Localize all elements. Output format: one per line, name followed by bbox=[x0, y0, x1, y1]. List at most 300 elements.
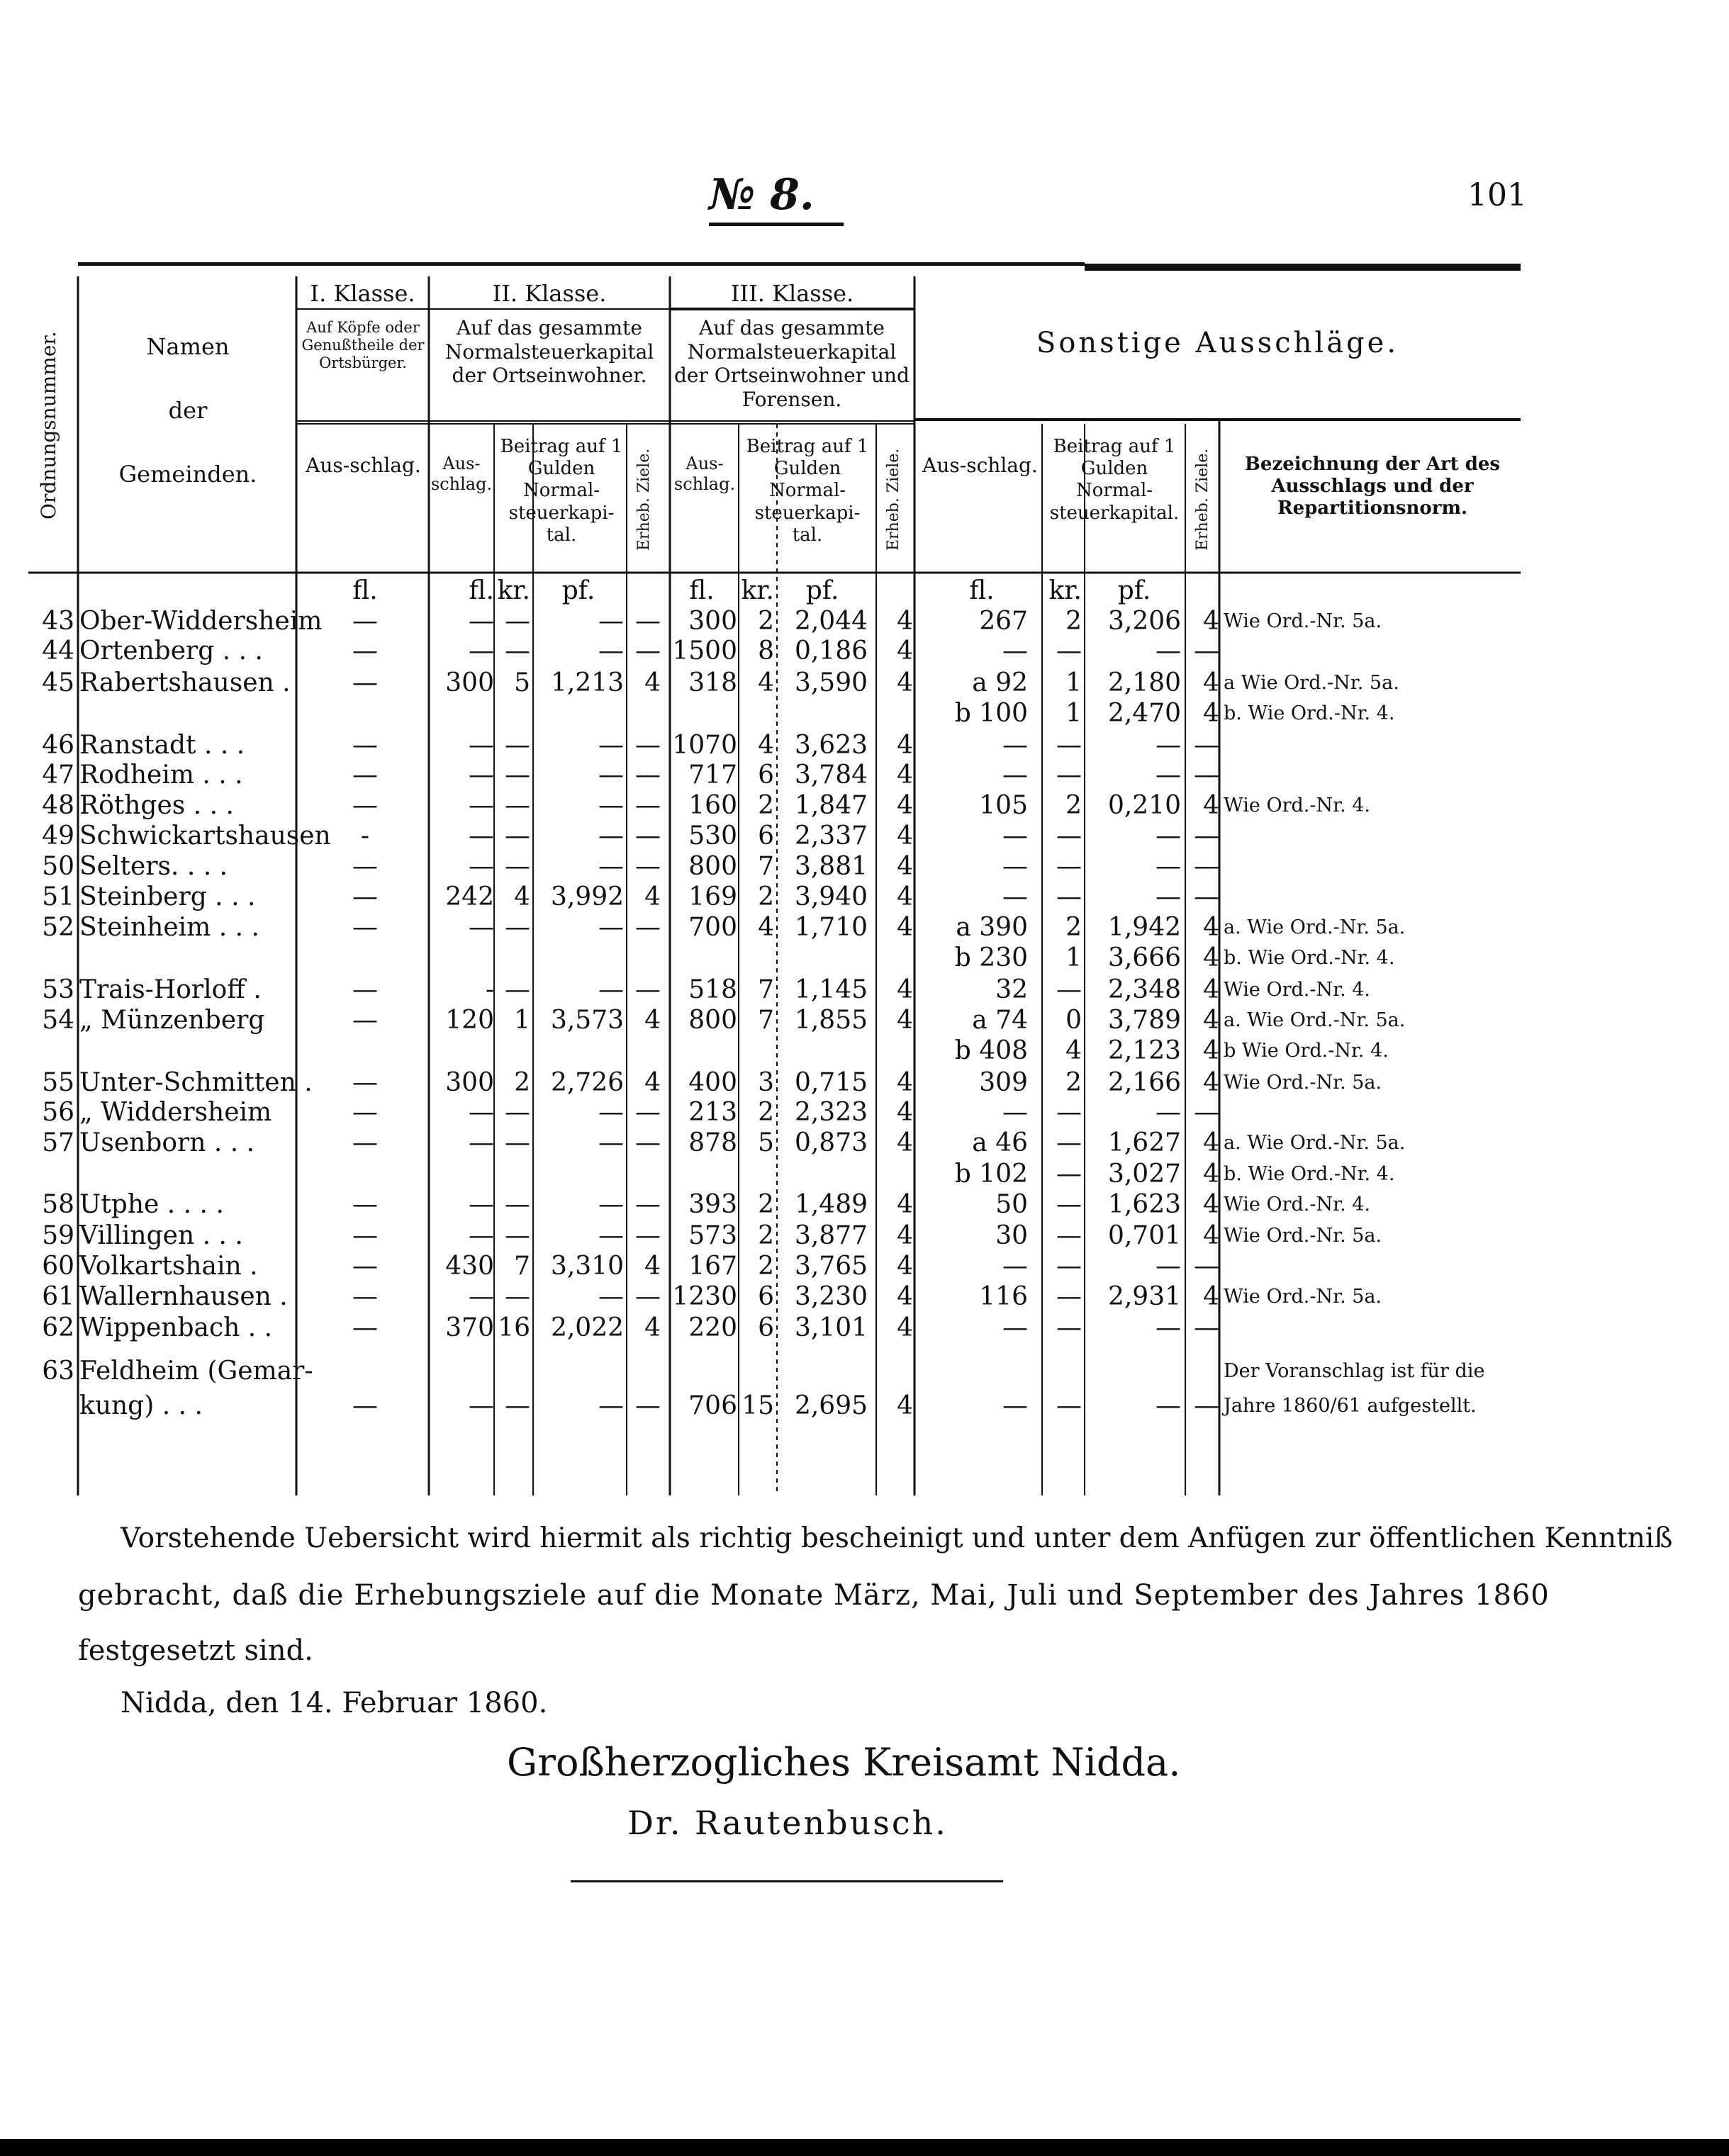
cell-c3-pf: 1,145 bbox=[794, 975, 868, 1004]
cell-c2-fl: — bbox=[469, 791, 494, 820]
cell-c2-z: — bbox=[635, 1221, 661, 1250]
table-row bbox=[0, 636, 1729, 667]
cell-name: Wippenbach . . bbox=[79, 1313, 273, 1342]
cell-c3-fl: 530 bbox=[688, 821, 737, 850]
cell-c2-pf: — bbox=[598, 760, 624, 790]
cell-c2-kr: — bbox=[505, 1098, 530, 1127]
cell-c4-kr: — bbox=[1056, 821, 1082, 850]
cell-c3-kr: 4 bbox=[758, 668, 774, 697]
cell-c4-z: 4 bbox=[1203, 791, 1219, 820]
cell-c3-fl: 1070 bbox=[672, 731, 737, 760]
cell-c4-kr: — bbox=[1056, 1098, 1082, 1127]
cell-c3-z: 4 bbox=[897, 1313, 913, 1342]
cell-c3-pf: 1,489 bbox=[794, 1190, 868, 1219]
cell-c3-kr: 2 bbox=[758, 791, 774, 820]
cell-k1: — bbox=[352, 1190, 378, 1219]
cell-num: 63 bbox=[42, 1357, 74, 1386]
table-row bbox=[0, 790, 1729, 821]
cell-num: 56 bbox=[42, 1098, 74, 1127]
cell-c4-z: — bbox=[1194, 731, 1219, 760]
cell-c2-pf: — bbox=[598, 731, 624, 760]
cell-c2-fl: — bbox=[469, 913, 494, 942]
cell-c4-pf: 3,666 bbox=[1107, 943, 1181, 972]
cell-c3-fl: 169 bbox=[688, 882, 737, 911]
cell-num: 47 bbox=[42, 760, 74, 790]
cell-c2-fl: — bbox=[469, 852, 494, 881]
cell-c4-z: — bbox=[1194, 1252, 1219, 1281]
cell-c3-fl: 700 bbox=[688, 913, 737, 942]
scan-edge bbox=[0, 2139, 1729, 2156]
cell-note: Wie Ord.-Nr. 5a. bbox=[1224, 1072, 1382, 1094]
cell-c4-z: 4 bbox=[1203, 913, 1219, 942]
cell-c4-kr: — bbox=[1056, 1160, 1082, 1189]
sonstige-sub-beitrag: Beitrag auf 1 Gulden Normal-steuerkapital. bbox=[1049, 436, 1180, 524]
cell-c3-fl: 213 bbox=[688, 1098, 737, 1127]
cell-c4-fl: b 408 bbox=[954, 1036, 1028, 1065]
cell-c3-fl: 167 bbox=[688, 1252, 737, 1281]
cell-c2-z: 4 bbox=[644, 668, 661, 697]
cell-c2-z: — bbox=[635, 975, 661, 1004]
cell-c3-pf: 1,710 bbox=[794, 913, 868, 942]
cell-c3-kr: 2 bbox=[758, 607, 774, 636]
class1-desc: Auf Köpfe oder Genußtheile der Ortsbürger. bbox=[301, 319, 425, 372]
unit-3-fl: fl. bbox=[689, 576, 715, 605]
cell-c2-z: — bbox=[635, 1128, 661, 1157]
cell-c2-z: — bbox=[635, 607, 661, 636]
cell-note: Wie Ord.-Nr. 4. bbox=[1224, 979, 1370, 1001]
cell-c4-z: 4 bbox=[1203, 943, 1219, 972]
cell-c4-kr: 2 bbox=[1065, 791, 1082, 820]
cell-c2-fl: — bbox=[469, 821, 494, 850]
class2-title: II. Klasse. bbox=[492, 280, 607, 307]
cell-c2-kr: — bbox=[505, 821, 530, 850]
cell-c2-fl: 242 bbox=[445, 882, 494, 911]
cell-c4-pf: — bbox=[1156, 1391, 1181, 1420]
cell-c3-kr: 7 bbox=[758, 1006, 774, 1035]
cell-note: a Wie Ord.-Nr. 5a. bbox=[1224, 672, 1399, 694]
cell-name: Wallernhausen . bbox=[79, 1282, 288, 1311]
cell-c4-fl: 309 bbox=[979, 1068, 1028, 1097]
class2-desc: Auf das gesammte Normalsteuerkapital der Ortseinwohner. bbox=[444, 316, 654, 388]
cell-name: kung) . . . bbox=[79, 1391, 203, 1420]
cell-c3-pf: 3,590 bbox=[794, 668, 868, 697]
cell-name: Ortenberg . . . bbox=[79, 636, 263, 666]
cell-num: 59 bbox=[42, 1221, 74, 1250]
cell-c3-kr: 8 bbox=[758, 636, 774, 666]
cell-k1: — bbox=[352, 791, 378, 820]
cell-c4-fl: — bbox=[1002, 1391, 1028, 1420]
cell-c3-z: 4 bbox=[897, 731, 913, 760]
table-row bbox=[0, 606, 1729, 637]
cell-c3-z: 4 bbox=[897, 882, 913, 911]
cell-c3-pf: 3,101 bbox=[794, 1313, 868, 1342]
unit-2-fl: fl. bbox=[469, 576, 494, 605]
cell-note: b. Wie Ord.-Nr. 4. bbox=[1224, 702, 1395, 724]
unit-3-kr: kr. bbox=[741, 576, 774, 605]
cell-name: Schwickartshausen bbox=[79, 821, 331, 850]
cell-c3-z: 4 bbox=[897, 852, 913, 881]
class2-sub-ausschlag: Aus-schlag. bbox=[430, 454, 493, 494]
table-row bbox=[0, 851, 1729, 882]
cell-c4-z: 4 bbox=[1203, 1160, 1219, 1189]
cell-c3-kr: 3 bbox=[758, 1068, 774, 1097]
cell-name: Steinberg . . . bbox=[79, 882, 256, 911]
cell-c2-kr: 7 bbox=[514, 1252, 530, 1281]
cell-c3-pf: 2,323 bbox=[794, 1098, 868, 1127]
cell-c4-kr: 1 bbox=[1065, 943, 1082, 972]
cell-c3-pf: 3,765 bbox=[794, 1252, 868, 1281]
cell-name: Röthges . . . bbox=[79, 791, 234, 820]
units-row bbox=[0, 576, 1729, 607]
cell-c2-pf: — bbox=[598, 1282, 624, 1311]
cell-c4-z: — bbox=[1194, 1313, 1219, 1342]
footer-line-1: Vorstehende Uebersicht wird hiermit als richtig bescheinigt und unter dem Anfügen zur öffentlichen Kenntniß bbox=[121, 1522, 1673, 1554]
footer-date: Nidda, den 14. Februar 1860. bbox=[121, 1687, 548, 1719]
cell-k1: — bbox=[352, 760, 378, 790]
cell-c2-pf: — bbox=[598, 821, 624, 850]
col-header-ordnungsnummer: Ordnungsnummer. bbox=[37, 331, 60, 520]
class1-title: I. Klasse. bbox=[310, 280, 415, 307]
cell-num: 57 bbox=[42, 1128, 74, 1157]
class3-sub-ziele: Erheb. Ziele. bbox=[885, 448, 902, 551]
cell-c3-fl: 1500 bbox=[672, 636, 737, 666]
cell-c4-fl: b 100 bbox=[954, 699, 1028, 728]
cell-c3-z: 4 bbox=[897, 913, 913, 942]
cell-c2-kr: — bbox=[505, 1128, 530, 1157]
cell-name: Unter-Schmitten . bbox=[79, 1068, 313, 1097]
cell-c3-pf: 1,847 bbox=[794, 791, 868, 820]
cell-c4-z: 4 bbox=[1203, 1221, 1219, 1250]
cell-c2-z: 4 bbox=[644, 1006, 661, 1035]
cell-c3-z: 4 bbox=[897, 636, 913, 666]
cell-c3-kr: 2 bbox=[758, 1221, 774, 1250]
cell-c2-fl: — bbox=[469, 1221, 494, 1250]
cell-c4-z: — bbox=[1194, 636, 1219, 666]
cell-c2-kr: — bbox=[505, 1391, 530, 1420]
cell-k1: — bbox=[352, 1128, 378, 1157]
cell-num: 58 bbox=[42, 1190, 74, 1219]
cell-c3-z: 4 bbox=[897, 607, 913, 636]
cell-c2-z: — bbox=[635, 1190, 661, 1219]
table-row bbox=[0, 668, 1729, 699]
cell-c4-pf: — bbox=[1156, 760, 1181, 790]
cell-c4-fl: — bbox=[1002, 1098, 1028, 1127]
cell-num: 46 bbox=[42, 731, 74, 760]
cell-note: Wie Ord.-Nr. 4. bbox=[1224, 1194, 1370, 1215]
cell-c2-kr: — bbox=[505, 913, 530, 942]
cell-c4-fl: — bbox=[1002, 1313, 1028, 1342]
cell-c2-kr: — bbox=[505, 1282, 530, 1311]
cell-num: 49 bbox=[42, 821, 74, 850]
cell-c4-fl: a 92 bbox=[972, 668, 1028, 697]
cell-c4-pf: 2,931 bbox=[1107, 1282, 1181, 1311]
cell-c3-fl: 393 bbox=[688, 1190, 737, 1219]
cell-c2-kr: — bbox=[505, 1221, 530, 1250]
footer-rule bbox=[571, 1880, 1003, 1882]
cell-num: 44 bbox=[42, 636, 74, 666]
cell-c2-fl: — bbox=[469, 1391, 494, 1420]
cell-c4-fl: 105 bbox=[979, 791, 1028, 820]
table-row bbox=[0, 1005, 1729, 1036]
cell-c3-z: 4 bbox=[897, 1006, 913, 1035]
cell-c4-kr: 4 bbox=[1065, 1036, 1082, 1065]
cell-c4-fl: a 390 bbox=[956, 913, 1028, 942]
cell-k1: — bbox=[352, 1098, 378, 1127]
unit-4-fl: fl. bbox=[969, 576, 995, 605]
cell-c2-kr: — bbox=[505, 1190, 530, 1219]
cell-note: a. Wie Ord.-Nr. 5a. bbox=[1224, 1132, 1406, 1154]
cell-num: 51 bbox=[42, 882, 74, 911]
cell-c3-kr: 7 bbox=[758, 852, 774, 881]
cell-c4-pf: — bbox=[1156, 852, 1181, 881]
cell-num: 55 bbox=[42, 1068, 74, 1097]
table-row bbox=[0, 1281, 1729, 1313]
class2-sub-beitrag: Beitrag auf 1 Gulden Normal-steuerkapi-tal. bbox=[500, 436, 623, 546]
cell-c4-pf: — bbox=[1156, 821, 1181, 850]
cell-c2-fl: — bbox=[469, 1128, 494, 1157]
cell-note: a. Wie Ord.-Nr. 5a. bbox=[1224, 916, 1406, 938]
cell-c3-kr: 6 bbox=[758, 821, 774, 850]
unit-2-pf: pf. bbox=[561, 576, 595, 605]
cell-c4-pf: 2,470 bbox=[1107, 699, 1181, 728]
cell-c2-pf: — bbox=[598, 913, 624, 942]
cell-c2-pf: — bbox=[598, 636, 624, 666]
cell-c3-kr: 7 bbox=[758, 975, 774, 1004]
cell-c4-z: — bbox=[1194, 882, 1219, 911]
cell-c2-z: — bbox=[635, 760, 661, 790]
cell-c4-fl: b 230 bbox=[954, 943, 1028, 972]
sonstige-sub-ziele: Erheb. Ziele. bbox=[1194, 448, 1212, 551]
cell-c3-fl: 1230 bbox=[672, 1282, 737, 1311]
cell-c3-z: 4 bbox=[897, 1252, 913, 1281]
cell-c3-kr: 2 bbox=[758, 882, 774, 911]
cell-c3-z: 4 bbox=[897, 760, 913, 790]
cell-c4-z: 4 bbox=[1203, 1068, 1219, 1097]
class2-sub-ziele: Erheb. Ziele. bbox=[635, 448, 653, 551]
cell-c2-pf: — bbox=[598, 975, 624, 1004]
unit-2-kr: kr. bbox=[497, 576, 530, 605]
class3-title: III. Klasse. bbox=[730, 280, 854, 307]
cell-c4-z: 4 bbox=[1203, 1190, 1219, 1219]
cell-num: 43 bbox=[42, 607, 74, 636]
cell-c4-pf: — bbox=[1156, 1252, 1181, 1281]
cell-c2-z: 4 bbox=[644, 882, 661, 911]
table-row bbox=[0, 1097, 1729, 1128]
cell-c3-pf: 2,695 bbox=[794, 1391, 868, 1420]
cell-c4-pf: 2,166 bbox=[1107, 1068, 1181, 1097]
class3-sub-ausschlag: Aus-schlag. bbox=[673, 454, 736, 494]
cell-c4-kr: — bbox=[1056, 731, 1082, 760]
cell-c3-fl: 706 bbox=[688, 1391, 737, 1420]
table-row bbox=[0, 1220, 1729, 1252]
cell-note: Der Voranschlag ist für die bbox=[1224, 1360, 1485, 1382]
cell-k1: — bbox=[352, 1252, 378, 1281]
cell-c3-fl: 160 bbox=[688, 791, 737, 820]
cell-c2-kr: — bbox=[505, 636, 530, 666]
cell-k1: — bbox=[352, 1221, 378, 1250]
cell-note: Wie Ord.-Nr. 5a. bbox=[1224, 1225, 1382, 1247]
cell-name: Selters. . . . bbox=[79, 852, 228, 881]
cell-c3-kr: 2 bbox=[758, 1098, 774, 1127]
cell-name: Ober-Widdersheim bbox=[79, 607, 323, 636]
table-row bbox=[0, 1356, 1729, 1387]
cell-name: „ Widdersheim bbox=[79, 1098, 272, 1127]
cell-c4-pf: 2,123 bbox=[1107, 1036, 1181, 1065]
table-row bbox=[0, 912, 1729, 943]
cell-num: 52 bbox=[42, 913, 74, 942]
cell-c4-pf: 1,623 bbox=[1107, 1190, 1181, 1219]
cell-c4-z: 4 bbox=[1203, 668, 1219, 697]
cell-note: b Wie Ord.-Nr. 4. bbox=[1224, 1040, 1389, 1062]
cell-k1: — bbox=[352, 731, 378, 760]
table-row bbox=[0, 1128, 1729, 1159]
cell-name: Rodheim . . . bbox=[79, 760, 243, 790]
cell-note: b. Wie Ord.-Nr. 4. bbox=[1224, 947, 1395, 969]
cell-c2-fl: — bbox=[469, 636, 494, 666]
cell-c4-fl: 32 bbox=[995, 975, 1028, 1004]
cell-k1: — bbox=[352, 1391, 378, 1420]
cell-c2-z: — bbox=[635, 731, 661, 760]
cell-name: Steinheim . . . bbox=[79, 913, 259, 942]
cell-c3-fl: 518 bbox=[688, 975, 737, 1004]
cell-c2-pf: 3,573 bbox=[550, 1006, 624, 1035]
cell-c4-pf: — bbox=[1156, 731, 1181, 760]
class3-sub-beitrag: Beitrag auf 1 Gulden Normal-steuerkapi-tal. bbox=[746, 436, 869, 546]
cell-c3-z: 4 bbox=[897, 821, 913, 850]
col-header-namen-2: der bbox=[168, 397, 208, 424]
cell-c2-kr: — bbox=[505, 731, 530, 760]
cell-c3-z: 4 bbox=[897, 1282, 913, 1311]
cell-c2-z: — bbox=[635, 1391, 661, 1420]
cell-c4-z: 4 bbox=[1203, 699, 1219, 728]
cell-c4-kr: — bbox=[1056, 975, 1082, 1004]
cell-c4-kr: 0 bbox=[1065, 1006, 1082, 1035]
document-number: № 8. bbox=[709, 170, 815, 220]
cell-c4-fl: 116 bbox=[979, 1282, 1028, 1311]
cell-c2-z: — bbox=[635, 913, 661, 942]
cell-c4-z: 4 bbox=[1203, 1036, 1219, 1065]
footer-line-2: gebracht, daß die Erhebungsziele auf die Monate März, Mai, Juli und September des Jahres 1860 bbox=[78, 1579, 1550, 1612]
cell-c3-fl: 400 bbox=[688, 1068, 737, 1097]
cell-name: Rabertshausen . bbox=[79, 668, 291, 697]
table-row bbox=[0, 760, 1729, 791]
table-row bbox=[0, 1189, 1729, 1220]
cell-c2-pf: 3,992 bbox=[550, 882, 624, 911]
cell-c2-fl: - bbox=[485, 975, 494, 1004]
cell-c3-kr: 2 bbox=[758, 1190, 774, 1219]
cell-c2-pf: — bbox=[598, 1221, 624, 1250]
cell-c4-pf: 0,210 bbox=[1107, 791, 1181, 820]
cell-c4-pf: 2,348 bbox=[1107, 975, 1181, 1004]
cell-c3-pf: 3,230 bbox=[794, 1282, 868, 1311]
cell-c4-kr: — bbox=[1056, 1190, 1082, 1219]
cell-c3-z: 4 bbox=[897, 975, 913, 1004]
cell-c2-kr: — bbox=[505, 760, 530, 790]
cell-c4-kr: — bbox=[1056, 1282, 1082, 1311]
sonstige-title: Sonstige Ausschläge. bbox=[1036, 327, 1399, 359]
cell-c4-z: — bbox=[1194, 760, 1219, 790]
cell-c3-pf: 3,877 bbox=[794, 1221, 868, 1250]
cell-c2-fl: — bbox=[469, 760, 494, 790]
cell-c4-pf: 1,627 bbox=[1107, 1128, 1181, 1157]
cell-c2-fl: — bbox=[469, 1282, 494, 1311]
cell-c3-z: 4 bbox=[897, 1098, 913, 1127]
cell-c2-fl: 300 bbox=[445, 1068, 494, 1097]
cell-c3-z: 4 bbox=[897, 1068, 913, 1097]
table-row bbox=[0, 1251, 1729, 1282]
cell-c4-kr: — bbox=[1056, 852, 1082, 881]
cell-c4-kr: — bbox=[1056, 636, 1082, 666]
cell-c4-z: — bbox=[1194, 1391, 1219, 1420]
cell-c2-pf: 2,726 bbox=[550, 1068, 624, 1097]
cell-name: Villingen . . . bbox=[79, 1221, 243, 1250]
cell-c3-pf: 0,873 bbox=[794, 1128, 868, 1157]
cell-c3-kr: 4 bbox=[758, 731, 774, 760]
class3-desc: Auf das gesammte Normalsteuerkapital der Ortseinwohner und Forensen. bbox=[673, 316, 910, 411]
cell-c2-kr: — bbox=[505, 852, 530, 881]
cell-c4-pf: 3,027 bbox=[1107, 1160, 1181, 1189]
cell-c2-fl: — bbox=[469, 1098, 494, 1127]
cell-c2-z: 4 bbox=[644, 1068, 661, 1097]
footer-signature: Dr. Rautenbusch. bbox=[627, 1804, 948, 1842]
cell-c3-kr: 2 bbox=[758, 1252, 774, 1281]
cell-c3-fl: 800 bbox=[688, 852, 737, 881]
unit-4-pf: pf. bbox=[1117, 576, 1151, 605]
cell-c2-z: — bbox=[635, 636, 661, 666]
cell-c3-fl: 300 bbox=[688, 607, 737, 636]
cell-k1: - bbox=[360, 821, 370, 850]
cell-c4-pf: 3,789 bbox=[1107, 1006, 1181, 1035]
cell-c4-pf: — bbox=[1156, 1313, 1181, 1342]
cell-c2-pf: 1,213 bbox=[550, 668, 624, 697]
footer-line-3: festgesetzt sind. bbox=[78, 1634, 313, 1667]
cell-c2-fl: 120 bbox=[445, 1006, 494, 1035]
cell-c3-pf: 3,940 bbox=[794, 882, 868, 911]
cell-c2-kr: — bbox=[505, 975, 530, 1004]
cell-c4-kr: — bbox=[1056, 1313, 1082, 1342]
cell-c2-kr: 16 bbox=[498, 1313, 530, 1342]
cell-c4-kr: — bbox=[1056, 1252, 1082, 1281]
cell-k1: — bbox=[352, 1006, 378, 1035]
cell-c2-pf: — bbox=[598, 852, 624, 881]
cell-c4-kr: 1 bbox=[1065, 699, 1082, 728]
cell-c4-kr: — bbox=[1056, 882, 1082, 911]
table-row bbox=[0, 975, 1729, 1006]
cell-c3-fl: 318 bbox=[688, 668, 737, 697]
cell-c4-pf: — bbox=[1156, 882, 1181, 911]
table-row bbox=[0, 1313, 1729, 1344]
cell-c2-z: — bbox=[635, 852, 661, 881]
cell-c4-kr: 2 bbox=[1065, 607, 1082, 636]
footer-office: Großherzogliches Kreisamt Nidda. bbox=[507, 1740, 1181, 1785]
cell-c2-z: — bbox=[635, 1282, 661, 1311]
cell-k1: — bbox=[352, 882, 378, 911]
cell-c2-pf: 3,310 bbox=[550, 1252, 624, 1281]
cell-c2-kr: 1 bbox=[514, 1006, 530, 1035]
cell-c4-pf: 2,180 bbox=[1107, 668, 1181, 697]
cell-c2-kr: — bbox=[505, 607, 530, 636]
cell-c4-pf: 3,206 bbox=[1107, 607, 1181, 636]
table-row bbox=[0, 821, 1729, 852]
cell-k1: — bbox=[352, 1313, 378, 1342]
cell-num: 50 bbox=[42, 852, 74, 881]
cell-c3-z: 4 bbox=[897, 668, 913, 697]
cell-c4-kr: 2 bbox=[1065, 913, 1082, 942]
table-row bbox=[0, 1067, 1729, 1099]
cell-c4-fl: — bbox=[1002, 852, 1028, 881]
cell-name: Utphe . . . . bbox=[79, 1190, 224, 1219]
cell-c4-z: — bbox=[1194, 1098, 1219, 1127]
